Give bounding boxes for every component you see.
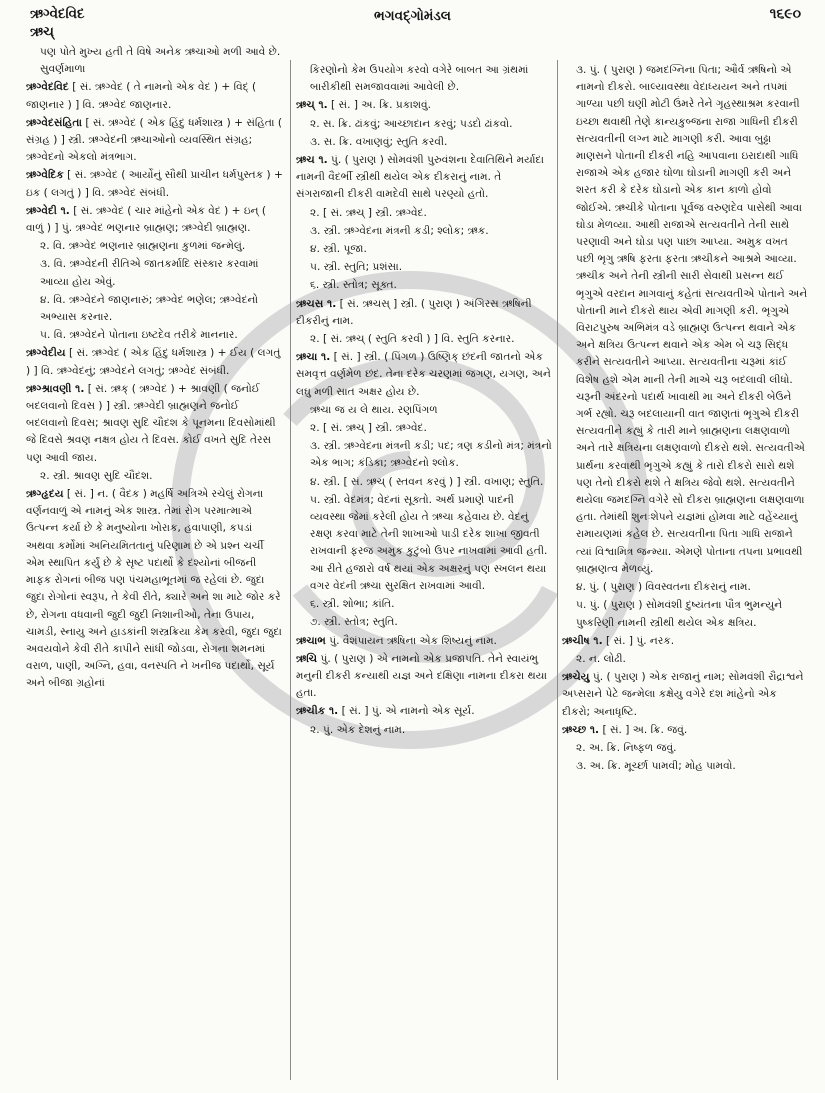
dictionary-entry [296, 152, 552, 204]
definition-text: ૩. પું. ( પુરાણ ) જમદગ્નિના પિતા; ઔર્વ ઋષિનો એ નામનો દીકરો. બાલ્યાવસ્થા વેદાધ્યયન અને તપમાં ગાળ્યા પછી ઘણી મોટી ઉંમરે તેને ગૃહસ્થાશ્રમ કરવાની ઇચ્છા થવાથી તેણે કાન્યકુબ્જના રાજા ગાધિની દીકરી સત્યવતીની લગ્ન માટે માગણી કરી. આવા બુઢ્ઢા માણસને પોતાની દીકરી નહિ આપવાના ઇરાદાથી ગાધિ રાજાએ એક હજાર ઘોળા ઘોડાની માગણી કરી અને શરત કરી કે દરેક ઘોડાનો એક કાન કાળો હોવો જોઈએ. ઋચીકે પોતાના પૂર્વજ વરુણદેવ પાસેથી આવા ઘોડા મેળવ્યા. આથી રાજાએ સત્યવતીને તેની સાથે પરણાવી અને ઘોડા પણ પાછા આપ્યા. અમુક વખત પછી ભૃગુ ઋષિ ફરતા ફરતા ઋચીકને આશ્રમે આવ્યા. ઋચીક અને તેની સ્ત્રીની સારી સેવાથી પ્રસન્ન થઈ ભૃગુએ વરદાન માગવાનું કહેતાં સત્યવતીએ પોતાને અને પોતાની માને દીકરો થાય એવી માગણી કરી. ભૃગુએ વિરાટપુરુષ અભિમંત્ર વડે બ્રાહ્મણ ઉત્પન્ન થવાને એક અને ક્ષત્રિય ઉત્પન્ન થવાને એક એમ બે ચરૂ સિદ્ધ કરીને સત્યવતીને આપ્યા. સત્યવતીના ચરૂમાં કાંઈ વિશેષ હશે એમ માની તેની માએ ચરૂ બદલાવી લીધો. ચરૂની અંદરનો પદાર્થ ખાવાથી મા અને દીકરી બેઉને ગર્ભ રહ્યો. ચરૂ બદલાયાની વાત જાણતાં ભૃગુએ દીકરી સત્યવતીને કહ્યું કે તારી માને બ્રાહ્મણના લક્ષણવાળો અને તારે ક્ષત્રિયના લક્ષણવાળો દીકરો થશે. સત્યવતીએ પ્રાર્થના કરવાથી ભૃગુએ કહ્યું કે તારો દીકરો સારો થશે પણ તેનો દીકરો થશે તે ક્ષત્રિય જેવો થશે. સત્યવતીને થયેલા જમદગ્નિ વગેરે સો દીકરા બ્રાહ્મણના લક્ષણવાળા હતા. તેમાંથી શુનઃશેપને યજ્ઞમાં હોમવા માટે વહેંચ્યાનું રામાયણમાં કહેલ છે. સત્યવતીના પિતા ગાધિ રાજાને ત્યાં વિશ્વામિત્ર જન્મ્યા. એમણે પોતાના તપના પ્રભાવથી બ્રાહ્મણત્વ મેળવ્યું. [576, 64, 808, 575]
headword: ઋચાભ [296, 634, 326, 647]
page-number: ૧૬૯૦ [769, 6, 801, 22]
definition-text: ૪. સ્ત્રી. પૂજા. [310, 243, 367, 256]
dictionary-entry [26, 79, 284, 113]
headword: ઋગ્વેદી ૧. [26, 204, 70, 217]
definition-text: [ સં. ઋગ્વેદ ( એક હિંદુ ધર્મશાસ્ત્ર ) + સંહિતા ( સંગ્રહ ) ] સ્ત્રી. ઋગ્વેદની ઋચાઓનો વ્યવસ્થિત સંગ્રહ; ઋગ્વેદનો એકલો મંત્રભાગ. [26, 116, 282, 164]
definition-text: ૫. સ્ત્રી. સ્તુતિ; પ્રશંસા. [310, 261, 403, 274]
entry-sense [296, 722, 552, 739]
headword: ઋગ્શ્રાવણી ૧. [26, 382, 85, 395]
definition-text: ૨. ન. લોઢી. [576, 652, 626, 665]
definition-text: ૨. વિ. ઋગ્વેદ ભણનાર બ્રાહ્મણના કુળમાં જન્મેલું. [40, 240, 246, 253]
dictionary-entry [562, 633, 808, 650]
dictionary-entry [296, 97, 552, 114]
headword: ઋચા ૧. [296, 351, 331, 364]
entry-sense [562, 597, 808, 631]
entry-sense [26, 256, 284, 290]
entry-sense [562, 62, 808, 578]
column-divider [557, 60, 558, 1080]
entry-sense [296, 259, 552, 276]
headword: ઋગ્વેદિક [26, 169, 64, 182]
entry-sense [296, 438, 552, 472]
definition-text: ઋચા જ ય લે થાય. રણપિંગળ [310, 403, 438, 416]
definition-text: [ સં. ] પું. નરક. [606, 634, 675, 647]
definition-text: [ સં. ઋગ્વેદ ( ચાર માંહેનો એક વેદ ) + ઇન્ ( વાળું ) ] પું. ઋગ્વેદ ભણનાર બ્રાહ્મણ; ઋગ્વેદી બ્રાહ્મણ. [26, 204, 267, 235]
entry-sense [26, 44, 284, 78]
definition-text: ૬. સ્ત્રી. સ્તોત્ર; સૂક્ત. [310, 279, 397, 292]
entry-sense [296, 492, 552, 595]
entry-sense [296, 420, 552, 437]
definition-text: પણ પોતે મુખ્ય હતી તે વિષે અનેક ઋચાઓ મળી આવે છે. સુવર્ણમાળા [40, 46, 281, 76]
definition-text: [ સં. ] અ. ક્રિ. પ્રકાશવું. [331, 99, 431, 112]
entry-sense [26, 238, 284, 255]
definition-text: પું. ( પુરાણ ) સોમવંશી પુરુવંશના દેવાતિથિને મર્યાદા નામની વૈદર્ભી સ્ત્રીથી થયેલ એક દીકરાનું નામ. તે સંગરાજાની દીકરી વામદેવી સાથે પરણ્યો હતો. [296, 154, 544, 201]
definition-text: પું. ( પુરાણ ) એક રાજાનું નામ; સોમવંશી રૌદ્રાશ્વને અપ્સરાને પેટે જન્મેલા કક્ષેયુ વગેરે દશ માંહેનો એક દીકરો; અનાધૃષ્ટિ. [562, 671, 804, 718]
book-title: ભગવદ્ગોમંડલ [374, 8, 451, 24]
dictionary-entry [296, 651, 552, 703]
definition-text: ૩. સ્ત્રી. ઋગ્વેદના મંત્રની કડી; શ્લોક; ઋક. [310, 224, 489, 237]
dictionary-entry [562, 669, 808, 721]
headword: ઋચેયુ [562, 671, 590, 684]
definition-text: ૬. સ્ત્રી. શોભા; કાંતિ. [310, 598, 395, 611]
dictionary-entry [562, 722, 808, 739]
headword: ઋચ ૧. [296, 154, 328, 167]
headword: ઋચ્છ ૧. [562, 723, 600, 736]
dictionary-column-2 [296, 62, 552, 740]
entry-sense [26, 468, 284, 485]
definition-text: ૪. પું. ( પુરાણ ) વિવસ્વતના દીકરાનું નામ. [576, 581, 751, 594]
dictionary-entry [26, 203, 284, 237]
entry-sense [296, 223, 552, 240]
definition-text: ૩. અ. ક્રિ. મૂર્ચ્છા પામવી; મોહ પામવો. [576, 760, 736, 773]
definition-text: [ સં. ] પું. એ નામનો એક સૂર્ય. [341, 705, 475, 718]
dictionary-entry [296, 703, 552, 720]
definition-text: ૩. સ. ક્રિ. વખાણવું; સ્તુતિ કરવી. [310, 135, 448, 148]
entry-sense [562, 740, 808, 757]
dictionary-entry [26, 381, 284, 467]
definition-text: [ સં. ઋક્ ( ઋગ્વેદ ) + શ્રાવણી ( જનોઈ બદલવાનો દિવસ ) ] સ્ત્રી. ઋગ્વેદી બ્રાહ્મણને જનોઈ બદલવાનો દિવસ; શ્રાવણ સુદિ ચૌદશ કે પૂનમના દિવસોમાંથી જે દિવસે શ્રવણ નક્ષત્ર હોય તે દિવસ. કોઈ વખતે સુદિ તેરસ પણ આવી જાય. [26, 382, 276, 464]
headword: ઋગ્વેદીય [26, 347, 66, 360]
entry-sense [26, 327, 284, 344]
definition-text: [ સં. ઋચસ્ ] સ્ત્રી. ( પુરાણ ) અંગિરસ ઋષિની દીકરીનું નામ. [296, 297, 532, 327]
entry-sense [296, 474, 552, 491]
entry-sense [296, 241, 552, 258]
definition-text: ૨. [ સં. ઋચ્ ] સ્ત્રી. ઋગ્વેદ. [310, 206, 427, 219]
definition-text: કિરણોનો કેમ ઉપયોગ કરવો વગેરે બાબત આ ગ્રંથમાં બારીકીથી સમજાવવામાં આવેલી છે. [310, 64, 529, 94]
entry-sense [562, 758, 808, 775]
entry-sense [296, 614, 552, 631]
definition-text: ૨. સ. ક્રિ. ઢાંકવું; આચ્છાદાન કરવું; પડદો ઢાંકવો. [310, 117, 513, 130]
definition-text: ૩. સ્ત્રી. ઋગ્વેદના મંત્રની કડી; પદ; ત્રણ કડીનો મંત્ર; મંત્રનો એક ભાગ; કંડિકા; ઋગ્વેદનો શ્લોક. [310, 440, 552, 470]
entry-sense [296, 402, 552, 419]
definition-text: [ સં. ઋગ્વેદ ( તે નામનો એક વેદ ) + વિદ્ ( જાણનાર ) ] વિ. ઋગ્વેદ જાણનાર. [26, 81, 257, 111]
definition-text: ૪. સ્ત્રી. [ સં. ઋચ્ ( સ્તવન કરવું ) ] સ્ત્રી. વખાણ; સ્તુતિ. [310, 475, 544, 488]
definition-text: ૨. સ્ત્રી. શ્રાવણ સુદિ ચૌદશ. [40, 469, 153, 482]
dictionary-column-3 [562, 62, 808, 776]
entry-sense [296, 596, 552, 613]
definition-text: ૨. [ સં. ઋચ્ ( સ્તુતિ કરવી ) ] વિ. સ્તુતિ કરનાર. [310, 333, 515, 346]
definition-text: ૫. સ્ત્રી. વેદમંત્ર; વેદનાં સૂક્તો. અર્થ પ્રમાણે પાદની વ્યવસ્થા જેમાં કરેલી હોય તે ઋચા કહેવાય છે. વેદનું રક્ષણ કરવા માટે તેની શાખાઓ પાડી દરેક શાખા જીવતી રાખવાની ફરજ અમુક કુટુંબો ઉપર નાખવામાં આવી હતી. આ રીતે હજારો વર્ષ થયાં એક અક્ષરનું પણ સ્ખલન થયા વગર વેદની ઋચા સુરક્ષિત રાખવામાં આવી. [310, 493, 548, 592]
headword: ઋચીષ ૧. [562, 634, 603, 647]
dictionary-entry [296, 349, 552, 401]
dictionary-entry [26, 167, 284, 201]
entry-sense [296, 205, 552, 222]
headword: ઋગ્હૃદય [26, 488, 64, 501]
definition-text: ૨. પું. એક દેશનું નામ. [310, 723, 406, 736]
guide-word-left-sub: ઋચ્ [30, 24, 54, 40]
guide-word-left: ઋગ્વેદવિદ [30, 6, 85, 22]
entry-sense [562, 651, 808, 668]
entry-sense [296, 134, 552, 151]
headword: ઋચીક ૧. [296, 705, 339, 718]
entry-sense [296, 331, 552, 348]
definition-text: [ સં. ] ન. ( વૈદક ) મહર્ષિ અત્રિએ રચેલું રોગના વર્ણનવાળું એ નામનું એક શાસ્ત્ર. તેમાં રોગ પરમાત્માએ ઉત્પન્ન કર્યા છે કે મનુષ્યોના ખોરાક, હવાપાણી, કપડાં અથવા કર્મોમાં અનિયમિતતાનું પરિણામ છે એ પ્રશ્ન ચર્ચી એમ સ્થાપિત કર્યું છે કે સૃષ્ટ પદાર્થો કે દશ્યોનાં બીજની માફક રોગનાં બીજ પણ પંચમહાભૂતમાં જ રહેલાં છે. જુદા જુદા રોગોનાં સ્વરૂપ, તે કેવી રીતે, ક્યારે અને શા માટે જોર કરે છે, રોગના વધવાની જુદી જુદી નિશાનીઓ, તેના ઉપાય, ચામડી, સ્નાયુ અને હાડકાંની શસ્ત્રક્રિયા કેમ કરવી, જુદા જુદા અવયવોને કેવી રીતે કાપીને સાંધી જોડવા, રોગના શમનમાં વરાળ, પાણી, અગ્નિ, હવા, વનસ્પતિ ને ખનીજ પદાર્થો, સૂર્ય અને બીજા ગ્રહોનાં [26, 488, 282, 690]
entry-sense [296, 277, 552, 294]
dictionary-entry [26, 115, 284, 167]
entry-sense [296, 62, 552, 96]
headword: ઋચ્ ૧. [296, 99, 328, 112]
dictionary-entry [296, 633, 552, 650]
definition-text: ૫. પું. ( પુરાણ ) સોમવંશી દુષ્યંતના પૌત્ર ભુમન્યુને પુષ્કરિણી નામની સ્ત્રીથી થયેલ એક ક્ષત્રિય. [576, 599, 783, 629]
definition-text: ૭. સ્ત્રી. સ્તોત્ર; સ્તુતિ. [310, 616, 398, 629]
headword: ઋગ્વેદવિદ [26, 81, 69, 94]
definition-text: પું. ( પુરાણ ) એ નામનો એક પ્રજાપતિ. તેને સ્વાયંભુ મનુની દીકરી કન્યાથી યજ્ઞ અને દક્ષિણા નામના દીકરા થયા હતા. [296, 652, 548, 700]
definition-text: ૩. વિ. ઋગ્વેદની રીતિએ જાતકર્માદિ સંસ્કાર કરવામાં આવ્યા હોય એવું. [40, 258, 259, 288]
definition-text: પું. વૈશંપાયન ઋષિના એક શિષ્યનું નામ. [329, 634, 497, 647]
headword: ઋચિ [296, 652, 318, 665]
dictionary-entry [26, 486, 284, 692]
column-divider [290, 60, 291, 1080]
definition-text: [ સં. ઋગ્વેદ ( એક હિંદુ ધર્મશાસ્ત્ર ) + ઈય ( લગતું ) ] વિ. ઋગ્વેદનું; ઋગ્વેદને લગતું; ઋગ્વેદ સંબંધી. [26, 347, 281, 377]
definition-text: [ સં. ] અ. ક્રિ. જવું. [602, 723, 688, 736]
entry-sense [26, 292, 284, 326]
definition-text: ૪. વિ. ઋગ્વેદને જાણનારું; ઋગ્વેદ ભણેલ; ઋગ્વેદનો અભ્યાસ કરનાર. [40, 293, 259, 324]
definition-text: [ સં. ઋગ્વેદ ( આર્યોનું સૌથી પ્રાચીન ધર્મપુસ્તક ) + ઇક ( લગતું ) ] વિ. ઋગ્વેદ સંબંધી. [26, 169, 283, 199]
definition-text: ૨. અ. ક્રિ. નિષ્ફળ જવું. [576, 741, 677, 754]
dictionary-column-1 [26, 44, 284, 694]
headword: ઋચસ ૧. [296, 297, 337, 310]
entry-sense [296, 116, 552, 133]
headword: ઋગ્વેદસંહિતા [26, 116, 83, 129]
definition-text: [ સં. ] સ્ત્રી. ( પિંગળ ) ઉષ્ણિક્ છંદની જાતનો એક સમવૃત્ત વર્ણમેળ છંદ. તેના દરેક ચરણમાં જગણ, યગણ, અને લઘુ મળી સાત અક્ષર હોય છે. [296, 351, 551, 398]
definition-text: ૫. વિ. ઋગ્વેદને પોતાના ઇષ્ટદેવ તરીકે માનનાર. [40, 329, 238, 342]
dictionary-entry [296, 296, 552, 330]
entry-sense [562, 579, 808, 596]
dictionary-entry [26, 345, 284, 379]
definition-text: ૨. [ સં. ઋચ્ ] સ્ત્રી. ઋગ્વેદ. [310, 422, 427, 435]
